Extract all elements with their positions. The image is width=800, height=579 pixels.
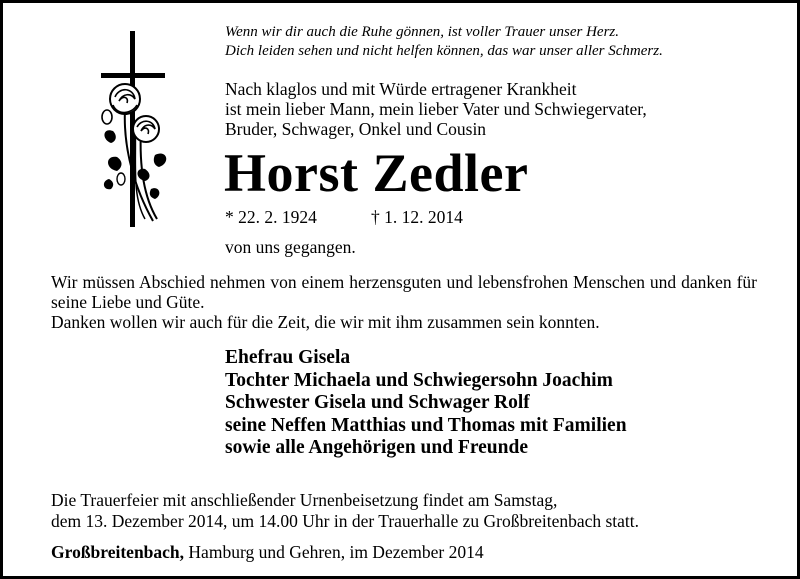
funeral-service-info [51, 490, 771, 532]
intro-line: Bruder, Schwager, Onkel und Cousin [225, 119, 487, 139]
place-and-date [51, 541, 484, 563]
mourners-list [225, 347, 627, 460]
intro-text [225, 79, 785, 139]
mourner-line: Ehefrau Gisela [225, 347, 351, 368]
intro-line: ist mein lieber Mann, mein lieber Vater und Schwiegervater, [225, 99, 647, 119]
place-bold: Großbreitenbach, [51, 542, 185, 562]
opening-quote [225, 23, 785, 61]
farewell-paragraph: Wir müssen Abschied nehmen von einem herzensguten und lebensfrohen Menschen und danken für seine Liebe und Güte. [51, 272, 757, 312]
service-line: dem 13. Dezember 2014, um 14.00 Uhr in der Trauerhalle zu Großbreitenbach statt. [51, 511, 640, 531]
place-rest: Hamburg und Gehren, im Dezember 2014 [184, 542, 484, 562]
mourner-line: sowie alle Angehörigen und Freunde [225, 437, 529, 458]
mourner-line: Tochter Michaela und Schwiegersohn Joachim [225, 369, 613, 391]
mourner-line: seine Neffen Matthias und Thomas mit Familien [225, 414, 627, 436]
deceased-name: Horst Zedler [224, 143, 529, 203]
farewell-text [51, 272, 757, 332]
passed-away-text: von uns gegangen. [225, 237, 356, 257]
gratitude-paragraph: Danken wollen wir auch für die Zeit, die wir mit ihm zusammen sein konnten. [51, 312, 600, 332]
quote-line: Dich leiden sehen und nicht helfen können, das war unser aller Schmerz. [225, 43, 663, 59]
service-line: Die Trauerfeier mit anschließender Urnenbeisetzung findet am Samstag, [51, 490, 558, 510]
quote-line: Wenn wir dir auch die Ruhe gönnen, ist voller Trauer unser Herz. [225, 24, 620, 40]
cross-with-roses-icon [95, 29, 175, 229]
birth-date: * 22. 2. 1924 [225, 207, 317, 227]
death-date: † 1. 12. 2014 [371, 207, 463, 227]
intro-line: Nach klaglos und mit Würde ertragener Krankheit [225, 79, 577, 99]
mourner-line: Schwester Gisela und Schwager Rolf [225, 392, 530, 413]
life-dates [225, 206, 463, 228]
